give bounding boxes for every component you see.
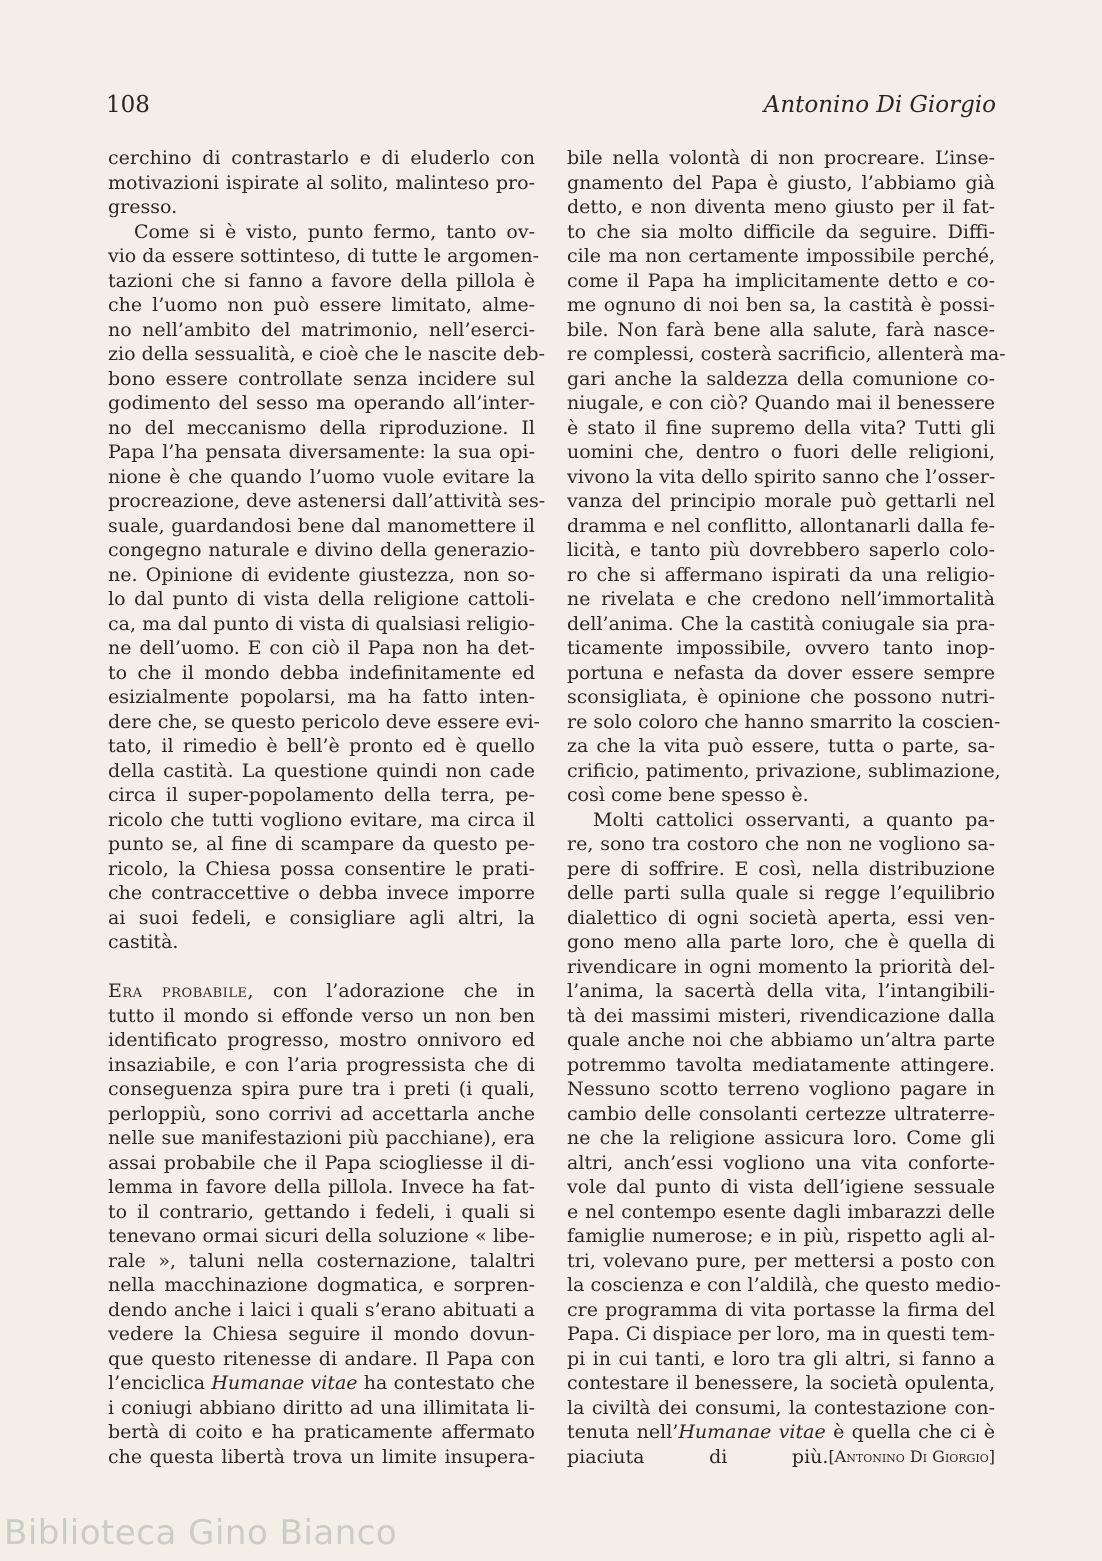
text-line	[567, 1347, 995, 1372]
text-line	[567, 1126, 995, 1151]
line-text: gari anche la saldezza della comunione co-	[567, 367, 995, 390]
line-text: lo dal punto di vista della religione cattoli-	[108, 588, 535, 610]
text-line	[567, 1249, 995, 1274]
text-line	[567, 808, 995, 833]
text-line	[567, 857, 995, 882]
line-text: ro che si affermano ispirati da una religio-	[567, 563, 995, 586]
text-line	[108, 906, 535, 931]
line-text: dialettico di ogni società aperta, essi ven-	[567, 906, 995, 929]
text-line	[108, 318, 535, 343]
author-signature: [Antonino Di Giorgio]	[828, 1446, 995, 1466]
line-text: lemma in favore della pillola. Invece ha fat-	[108, 1176, 535, 1198]
text-line	[108, 1322, 535, 1347]
text-line	[567, 1371, 995, 1396]
text-line	[567, 538, 995, 563]
line-text: Papa. Ci dispiace per loro, ma in questi tem-	[567, 1323, 995, 1345]
line-text: to il contrario, gettando i fedeli, i quali si	[108, 1200, 535, 1223]
text-line	[567, 440, 995, 465]
running-head-author: Antonino Di Giorgio	[763, 92, 996, 118]
text-line	[108, 440, 535, 465]
text-line	[108, 171, 535, 196]
text-line	[108, 1200, 535, 1225]
text-line	[108, 759, 535, 784]
line-text: l’enciclica	[108, 1372, 212, 1394]
line-text: e nel contempo esente dagli imbarazzi delle	[567, 1200, 995, 1223]
text-line	[567, 1077, 995, 1102]
text-line	[108, 710, 540, 735]
text-line	[567, 318, 995, 343]
line-text: Molti cattolici osservanti, a quanto pa-	[593, 808, 995, 831]
line-text: famiglie numerose; e in più, rispetto agli al-	[567, 1225, 995, 1247]
text-line	[567, 367, 995, 392]
line-text: zio della sessualità, e cioè che le nascite deb-	[108, 343, 545, 365]
line-text: la civiltà dei consumi, la contestazione con-	[567, 1396, 995, 1419]
text-line	[567, 1102, 995, 1127]
text-line	[567, 612, 995, 637]
line-text: bertà di coito e ha praticamente affermato	[108, 1421, 535, 1443]
text-line	[567, 244, 995, 269]
text-line	[108, 195, 535, 220]
line-text: così come bene spesso è.	[567, 784, 809, 806]
line-text: congegno naturale e divino della generazio-	[108, 539, 535, 561]
line-text: niugale, e con ciò? Quando mai il benessere	[567, 392, 995, 414]
line-text: re solo coloro che hanno smarrito la coscien-	[567, 710, 1001, 733]
line-text: nelle sue manifestazioni più pacchiane), era	[108, 1127, 535, 1149]
text-line	[567, 906, 995, 931]
text-line	[567, 685, 995, 710]
text-line	[108, 563, 535, 588]
line-text: bono essere controllate senza incidere sul	[108, 367, 535, 390]
line-text: assai probabile che il Papa sciogliesse il di-	[108, 1151, 535, 1174]
text-line	[567, 1028, 995, 1053]
line-text: procreazione, deve astenersi dall’attività ses-	[108, 490, 546, 512]
text-line	[567, 1445, 995, 1470]
line-text: i coniugi abbiano diritto ad una illimitata li-	[108, 1396, 535, 1419]
text-line	[567, 1322, 995, 1347]
line-text: no del meccanismo della riproduzione. Il	[108, 416, 535, 439]
text-line	[108, 1249, 535, 1274]
line-text: tà dei massimi misteri, rivendicazione dalla	[567, 1004, 995, 1027]
line-text: tato, il rimedio è bell’è pronto ed è quello	[108, 735, 535, 757]
line-text: che l’uomo non può essere limitato, alme-	[108, 294, 535, 316]
line-text: tenevano ormai sicuri della soluzione « libe-	[108, 1225, 535, 1247]
line-text: tenuta nell’	[567, 1421, 679, 1443]
text-line	[567, 1420, 995, 1445]
text-line	[108, 881, 535, 906]
line-text: rale », taluni nella costernazione, talaltri	[108, 1249, 535, 1272]
line-text: ha contestato che	[357, 1372, 535, 1394]
text-line	[567, 955, 995, 980]
line-text: contestare il benessere, la società opulenta,	[567, 1372, 995, 1394]
text-line	[567, 930, 995, 955]
line-text: ai suoi fedeli, e consigliare agli altri, la	[108, 906, 535, 929]
line-text: uomini che, dentro o fuori delle religioni,	[567, 441, 995, 463]
text-line	[108, 1224, 535, 1249]
line-text: Papa l’ha pensata diversamente: la sua opi-	[108, 441, 535, 463]
line-text: l’anima, la sacertà della vita, l’intangibili-	[567, 980, 995, 1002]
text-line	[108, 979, 535, 1004]
text-line	[108, 587, 535, 612]
text-line	[567, 710, 1001, 735]
text-line	[567, 661, 995, 686]
line-text: della castità. La questione quindi non cade	[108, 759, 535, 782]
line-text: vedere la Chiesa seguire il mondo dovun-	[108, 1323, 535, 1345]
line-text: bile. Non farà bene alla salute, farà nasce-	[567, 318, 995, 341]
text-line	[108, 783, 535, 808]
page-number: 108	[106, 92, 150, 118]
text-line	[108, 538, 535, 563]
line-text: punto se, al fine di scampare da questo pe-	[108, 833, 535, 855]
text-line	[567, 636, 995, 661]
line-text: che contraccettive o debba invece imporre	[108, 882, 535, 904]
line-text: bile nella volontà di non procreare. L’inse-	[567, 147, 995, 169]
line-text: insaziabile, e con l’aria progressista che di	[108, 1053, 535, 1076]
line-text: potremmo tavolta mediatamente attingere.	[567, 1053, 995, 1076]
line-text: tutto il mondo si effonde verso un non ben	[108, 1004, 535, 1027]
line-text: cerchino di contrastarlo e di eluderlo con	[108, 147, 535, 169]
text-line	[567, 1298, 995, 1323]
library-watermark: Biblioteca Gino Bianco	[4, 1513, 398, 1553]
line-text: vole dal punto di vista dell’igiene sessuale	[567, 1176, 995, 1198]
line-text: ricolo che tutti vogliono evitare, ma circa il	[108, 808, 535, 831]
text-line	[567, 514, 995, 539]
line-text: quale anche noi che abbiamo un’altra parte	[567, 1029, 995, 1051]
text-line	[567, 1151, 995, 1176]
text-line	[108, 244, 540, 269]
text-line	[567, 195, 995, 220]
text-line	[567, 881, 995, 906]
line-text: ticamente impossibile, ovvero tanto inop-	[567, 637, 995, 659]
line-text: sconsigliata, è opinione che possono nutri-	[567, 686, 995, 708]
text-line	[108, 1102, 535, 1127]
text-line	[567, 342, 1006, 367]
text-line	[567, 1273, 1001, 1298]
section-lead-in: Era probabile,	[108, 980, 254, 1002]
paragraph-gap	[108, 955, 535, 980]
text-line	[108, 269, 535, 294]
text-line	[108, 734, 535, 759]
text-line	[567, 979, 995, 1004]
text-line	[108, 1004, 535, 1029]
text-line	[108, 146, 535, 171]
text-line	[108, 808, 535, 833]
text-line	[567, 587, 995, 612]
line-text: ne che la religione assicura loro. Come gli	[567, 1127, 995, 1149]
text-line	[567, 1053, 995, 1078]
line-text: nione è che quando l’uomo vuole evitare la	[108, 465, 535, 488]
text-line	[108, 391, 535, 416]
line-text: tazioni che si fanno a favore della pillola è	[108, 269, 535, 292]
text-line	[108, 514, 535, 539]
text-line	[567, 416, 995, 441]
text-column-left	[108, 146, 546, 1469]
line-text: è stato il fine supremo della vita? Tutti gli	[567, 416, 995, 439]
text-line	[567, 171, 995, 196]
text-line	[108, 1077, 535, 1102]
line-text: rivendicare in ogni momento la priorità del-	[567, 955, 995, 978]
text-line	[567, 1200, 995, 1225]
line-text: tri, volevano pure, per mettersi a posto con	[567, 1249, 995, 1272]
line-text: vio da essere sottinteso, di tutte le argomen-	[108, 245, 540, 267]
text-line	[108, 1273, 535, 1298]
line-text: gresso.	[108, 196, 178, 218]
line-text: vanza del principio morale può gettarli nel	[567, 490, 995, 512]
line-text: come il Papa ha implicitamente detto e co-	[567, 269, 995, 292]
line-text: cre programma di vita portasse la firma del	[567, 1298, 995, 1321]
encyclical-title: Humanae vitae	[211, 1372, 358, 1394]
text-line	[108, 685, 535, 710]
page-header	[106, 92, 996, 126]
line-text: ne. Opinione di evidente giustezza, non so-	[108, 563, 535, 586]
text-line	[108, 489, 546, 514]
text-line	[567, 832, 995, 857]
line-text: è quella che ci è	[825, 1421, 995, 1443]
text-line	[108, 1126, 535, 1151]
line-text: circa il super-popolamento della terra, pe-	[108, 784, 535, 806]
text-column-right	[567, 146, 1006, 1469]
text-line	[108, 1053, 535, 1078]
line-text: la coscienza e con l’aldilà, che questo medio-	[567, 1274, 1001, 1296]
text-line	[108, 342, 545, 367]
line-text: vivono la vita dello spirito sanno che l’osser-	[567, 465, 996, 488]
text-line	[108, 1028, 535, 1053]
line-text: godimento del sesso ma operando all’inter-	[108, 392, 535, 414]
text-line	[108, 1420, 535, 1445]
text-line	[567, 1224, 995, 1249]
line-text: ca, ma dal punto di vista di qualsiasi religio-	[108, 612, 535, 635]
text-line	[567, 146, 995, 171]
line-text: castità.	[108, 931, 179, 953]
text-line	[108, 857, 535, 882]
line-text: me ognuno di noi ben sa, la castità è possi-	[567, 294, 995, 316]
text-line	[108, 1175, 535, 1200]
text-line	[108, 636, 535, 661]
line-text: dendo anche i laici i quali s’erano abituati a	[108, 1298, 535, 1321]
line-text: Nessuno scotto terreno vogliono pagare in	[567, 1078, 995, 1100]
text-line	[108, 930, 535, 955]
line-text: licità, e tanto più dovrebbero saperlo colo-	[567, 539, 995, 561]
line-text: gnamento del Papa è giusto, l’abbiamo già	[567, 171, 995, 194]
text-line	[108, 832, 535, 857]
text-line	[108, 661, 535, 686]
line-text: ne dell’uomo. E con ciò il Papa non ha det-	[108, 637, 535, 659]
text-line	[567, 269, 995, 294]
line-text: re complessi, costerà sacrificio, allenterà ma-	[567, 343, 1006, 365]
text-line	[567, 734, 995, 759]
text-line	[108, 1396, 535, 1421]
encyclical-title: Humanae vitae	[678, 1421, 826, 1443]
line-text: conseguenza spira pure tra i preti (i quali,	[108, 1078, 535, 1100]
text-line	[108, 293, 535, 318]
text-line	[567, 759, 1001, 784]
line-text: esizialmente popolarsi, ma ha fatto inten-	[108, 686, 535, 708]
line-text: pi in cui tanti, e loro tra gli altri, si fanno a	[567, 1347, 995, 1370]
text-line	[567, 293, 995, 318]
text-line	[108, 1298, 535, 1323]
line-text: to che il mondo debba indefinitamente ed	[108, 661, 535, 684]
text-line	[108, 1347, 535, 1372]
line-text: ne rivelata e che credono nell’immortalità	[567, 588, 995, 610]
line-text: cambio delle consolanti certezze ultraterre-	[567, 1102, 995, 1125]
text-line	[108, 367, 535, 392]
text-line	[108, 1151, 535, 1176]
line-text: delle parti sulla quale si regge l’equilibrio	[567, 882, 995, 904]
text-line	[108, 220, 535, 245]
line-text: pere di soffrire. E così, nella distribuzione	[567, 857, 995, 880]
text-line	[108, 416, 535, 441]
line-text: ricolo, la Chiesa possa consentire le prati-	[108, 857, 535, 880]
line-text: detto, e non diventa meno giusto per il fat-	[567, 196, 995, 218]
text-line	[567, 1396, 995, 1421]
text-line	[567, 783, 995, 808]
line-text: re, sono tra costoro che non ne vogliono sa-	[567, 833, 995, 855]
text-line	[108, 465, 535, 490]
line-text: cile ma non certamente impossibile perché,	[567, 245, 995, 267]
line-text: altri, anch’essi vogliono una vita conforte-	[567, 1151, 995, 1174]
line-text: gono meno alla parte loro, che è quella di	[567, 931, 995, 953]
line-text: motivazioni ispirate al solito, malinteso pro-	[108, 171, 535, 194]
text-line	[567, 465, 995, 490]
line-text: con l’adorazione che in	[253, 980, 535, 1002]
line-text: perloppiù, sono corrivi ad accettarla anche	[108, 1102, 535, 1125]
text-line	[567, 1175, 995, 1200]
text-line	[567, 563, 995, 588]
line-text: no nell’ambito del matrimonio, nell’eserci-	[108, 318, 535, 341]
line-text: che questa libertà trova un limite insupera-	[108, 1445, 535, 1468]
text-line	[108, 1371, 535, 1396]
text-line	[567, 1004, 995, 1029]
line-text: dell’anima. Che la castità coniugale sia pra-	[567, 612, 995, 635]
text-line	[567, 489, 995, 514]
line-text: identificato progresso, mostro onnivoro ed	[108, 1029, 535, 1051]
line-text: crificio, patimento, privazione, sublimazione,	[567, 759, 1001, 782]
line-text: dere che, se questo pericolo deve essere evi-	[108, 710, 540, 733]
text-line	[108, 612, 535, 637]
line-text: za che la vita può essere, tutta o parte, sa-	[567, 735, 995, 757]
line-text: suale, guardandosi bene dal manomettere il	[108, 514, 535, 537]
line-text: que questo ritenesse di andare. Il Papa con	[108, 1347, 535, 1370]
line-text: piaciuta di più.	[567, 1445, 829, 1468]
line-text: dramma e nel conflitto, allontanarli dalla fe-	[567, 514, 995, 537]
text-line	[567, 391, 995, 416]
text-line	[567, 220, 995, 245]
line-text: portuna e nefasta da dover essere sempre	[567, 661, 995, 684]
line-text: to che sia molto difficile da seguire. Diffi-	[567, 220, 995, 243]
line-text: Come si è visto, punto fermo, tanto ov-	[134, 220, 535, 243]
line-text: nella macchinazione dogmatica, e sorpren-	[108, 1274, 535, 1296]
text-line	[108, 1445, 535, 1470]
